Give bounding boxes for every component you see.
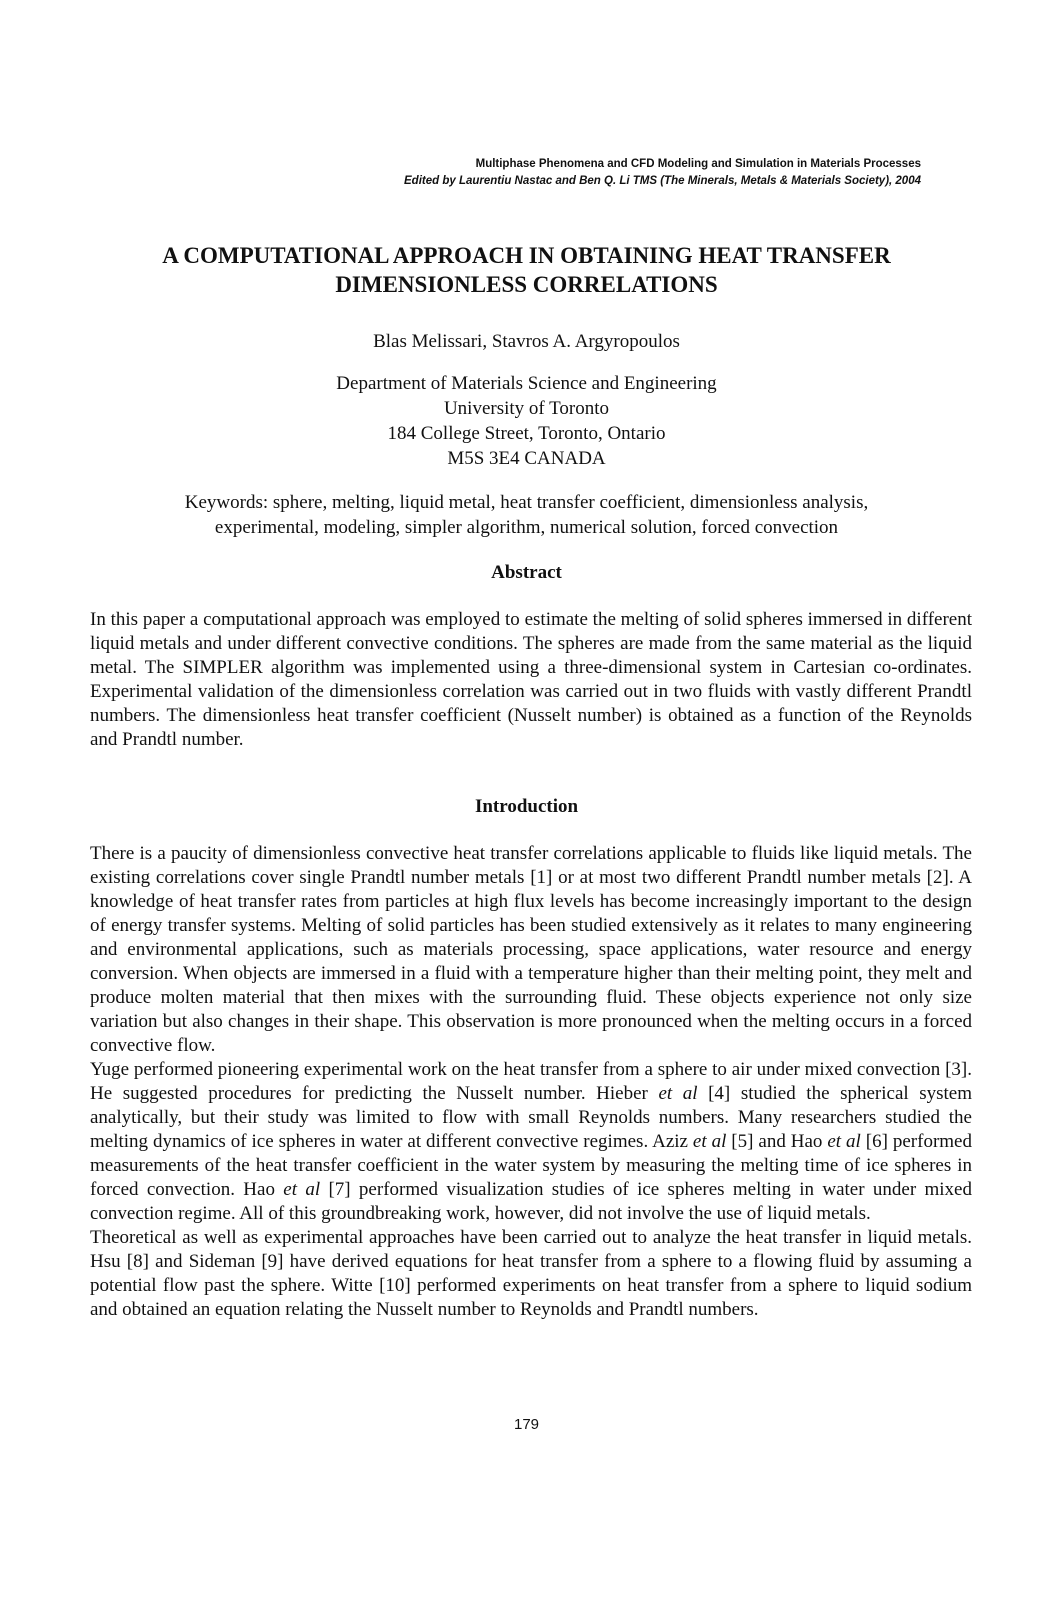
introduction-paragraph-3: Theoretical as well as experimental approaches have been carried out to analyze the heat transfer in liquid metals. Hsu [8] and Sideman [9] have derived equations for heat transfer from a sphere to a flowing fluid by assuming a potential flow past the sphere. Witte [10] performed experiments on heat transfer from a sphere to liquid sodium and obtained an equation relating the Nusselt number to Reynolds and Prandtl numbers. [90, 1227, 972, 1320]
abstract-text: In this paper a computational approach was employed to estimate the melting of solid spheres immersed in different liquid metals and under different convective conditions. The spheres are made from the same material as the liquid metal. The SIMPLER algorithm was implemented using a three-dimensional system in Cartesian co-ordinates. Experimental validation of the dimensionless correlation was carried out in two fluids with vastly different Prandtl numbers. The dimensionless heat transfer coefficient (Nusselt number) is obtained as a function of the Reynolds and Prandtl number. [90, 609, 972, 750]
introduction-paragraph-2 [90, 1058, 972, 1226]
keywords [90, 490, 963, 540]
paragraph-2-text-5: [7] performed visualization studies of ice spheres melting in water under mixed convection regime. All of this groundbreaking work, however, did not involve the use of liquid metals. [90, 1179, 972, 1224]
paper-title-line-2: DIMENSIONLESS CORRELATIONS [335, 272, 718, 297]
affiliation [0, 371, 1053, 471]
affiliation-university: University of Toronto [443, 398, 610, 419]
paragraph-2-text-1: Yuge performed pioneering experimental work on the heat transfer from a sphere to air under mixed convection [3]. He suggested procedures for predicting the Nusselt number. Hieber [90, 1059, 972, 1104]
keywords-line-2: experimental, modeling, simpler algorithm, numerical solution, forced convection [214, 517, 839, 538]
keywords-line-1: Keywords: sphere, melting, liquid metal, heat transfer coefficient, dimensionless analysis, [184, 492, 869, 513]
affiliation-department: Department of Materials Science and Engineering [336, 373, 717, 394]
introduction-body [90, 842, 972, 1322]
affiliation-postal: M5S 3E4 CANADA [447, 448, 606, 469]
abstract-heading: Abstract [491, 562, 562, 583]
paragraph-2-text-2: [4] studied the spherical system analytically, but their study was limited to flow with small Reynolds numbers. Many researchers studied the melting dynamics of ice spheres in water at different convective regimes. Aziz [90, 1083, 973, 1152]
page-number: 179 [513, 1416, 540, 1433]
paragraph-2-text-4: [6] performed measurements of the heat transfer coefficient in the water system by measuring the melting time of ice spheres in forced convection. Hao [90, 1131, 972, 1200]
authors: Blas Melissari, Stavros A. Argyropoulos [373, 331, 680, 352]
et-al-italic: et al [283, 1179, 321, 1200]
paper-title [60, 241, 993, 299]
proceedings-title: Multiphase Phenomena and CFD Modeling and Simulation in Materials Processes [475, 158, 921, 170]
et-al-italic: et al [692, 1131, 727, 1152]
affiliation-street: 184 College Street, Toronto, Ontario [387, 423, 666, 444]
et-al-italic: et al [827, 1131, 861, 1152]
paper-title-line-1: A COMPUTATIONAL APPROACH IN OBTAINING HEAT TRANSFER [162, 243, 891, 268]
proceedings-header [401, 156, 921, 190]
paragraph-2-text-3: [5] and Hao [726, 1131, 828, 1152]
introduction-heading: Introduction [474, 796, 579, 817]
et-al-italic: et al [658, 1083, 698, 1104]
proceedings-editors: Edited by Laurentiu Nastac and Ben Q. Li TMS (The Minerals, Metals & Materials Society), 2004 [404, 175, 921, 187]
introduction-paragraph-1: There is a paucity of dimensionless convective heat transfer correlations applicable to fluids like liquid metals. The existing correlations cover single Prandtl number metals [1] or at most two different Prandtl number metals [2]. A knowledge of heat transfer rates from particles at high flux levels has become increasingly important to the design of energy transfer systems. Melting of solid particles has been studied extensively as it relates to many engineering and environmental applications, such as materials processing, space applications, water resource and energy conversion. When objects are immersed in a fluid with a temperature higher than their melting point, they melt and produce molten material that then mixes with the surrounding fluid. These objects experience not only size variation but also changes in their shape. This observation is more pronounced when the melting occurs in a forced convective flow. [90, 843, 972, 1056]
